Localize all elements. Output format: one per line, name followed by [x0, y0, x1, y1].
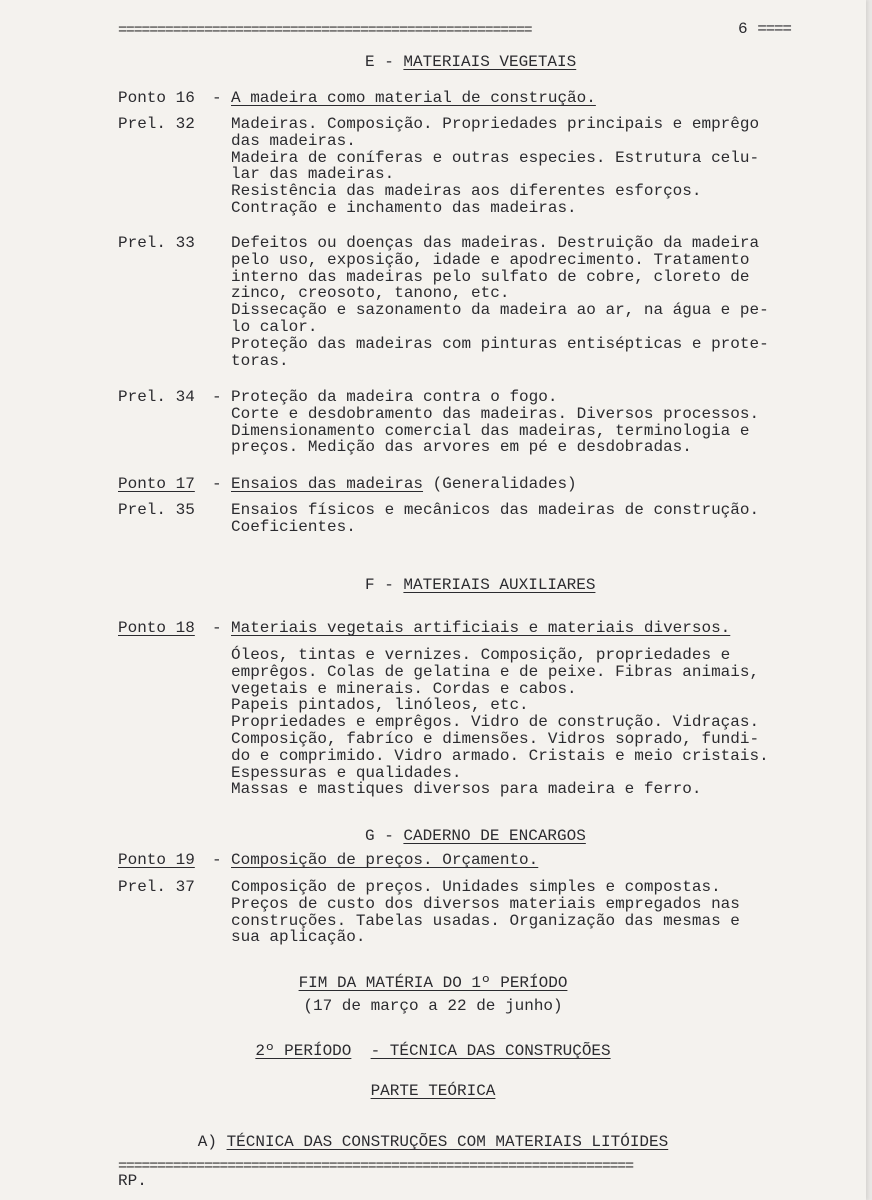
ponto-17-label — [118, 476, 195, 493]
text-line: Corte e desdobramento das madeiras. Diversos processos. — [231, 404, 760, 423]
footer-initials: RP. — [118, 1172, 147, 1190]
second-period-prefix: 2º PERÍODO — [255, 1042, 352, 1060]
section-e-prefix: E - — [365, 53, 404, 71]
dash: - — [212, 475, 222, 493]
ponto-16-title-text: A madeira como material de construção. — [231, 89, 596, 107]
text-line: Preços de custo dos diversos materiais empregados nas — [231, 894, 740, 913]
fim-periodo — [0, 973, 866, 993]
ponto-19-label — [118, 852, 195, 869]
prel-32-text — [231, 116, 811, 217]
second-period-title — [0, 1041, 866, 1061]
subsection-a-title: TÉCNICA DAS CONSTRUÇÕES COM MATERIAIS LITÓIDES — [226, 1133, 669, 1151]
parte-teorica — [0, 1081, 866, 1101]
text-line: preços. Medição das arvores em pé e desdobradas. — [231, 438, 692, 457]
text-line: Dimensionamento comercial das madeiras, terminologia e — [231, 421, 750, 440]
section-g-heading — [365, 826, 586, 846]
ponto-19-title — [231, 852, 811, 869]
text-line: construções. Tabelas usadas. Organização das mesmas e — [231, 911, 740, 930]
text-line: Composição, fabríco e dimensões. Vidros soprado, fundi- — [231, 729, 760, 748]
text-line: do e comprimido. Vidro armado. Cristais e meio cristais. — [231, 746, 769, 765]
period-dates: (17 de março a 22 de junho) — [303, 997, 563, 1015]
subsection-a-prefix: A) — [197, 1133, 227, 1151]
text-line: Óleos, tintas e vernizes. Composição, propriedades e — [231, 646, 731, 664]
ponto-18-label — [118, 620, 195, 637]
ponto-18-text — [231, 647, 811, 798]
text-line: emprêgos. Colas de gelatina e de peixe. Fibras animais, — [231, 662, 760, 681]
text-line: das madeiras. — [231, 131, 356, 150]
prel-35-label: Prel. 35 — [118, 501, 195, 519]
prel-34-label: Prel. 34 — [118, 388, 195, 406]
prel-33-label: Prel. 33 — [118, 234, 195, 252]
text-line: Espessuras e qualidades. — [231, 763, 462, 782]
dash: - — [212, 89, 222, 107]
text-line: Massas e mastiques diversos para madeira e ferro. — [231, 780, 702, 799]
text-line: pelo uso, exposição, idade e apodrecimento. Tratamento — [231, 250, 750, 269]
fim-periodo-text: FIM DA MATÉRIA DO 1º PERÍODO — [298, 974, 568, 992]
bottom-rule: ================================================================== — [118, 1158, 633, 1175]
text-line: sua aplicação. — [231, 928, 366, 947]
ponto-17-title-text: Ensaios das madeiras — [231, 475, 424, 493]
page-number-value: 6 — [738, 20, 748, 38]
ponto-17-label-text: Ponto 17 — [118, 475, 195, 493]
text-line: zinco, creosoto, tanono, etc. — [231, 284, 510, 303]
ponto-18-title — [231, 620, 811, 637]
prel-33-text — [231, 235, 811, 369]
ponto-19-label-text: Ponto 19 — [118, 851, 195, 869]
prel-37-text — [231, 879, 811, 946]
text-line: lar das madeiras. — [231, 165, 395, 184]
text-line: Defeitos ou doenças das madeiras. Destruição da madeira — [231, 234, 760, 252]
text-line: interno das madeiras pelo sulfato de cobre, cloreto de — [231, 267, 750, 286]
text-line: Propriedades e emprêgos. Vidro de construção. Vidraças. — [231, 713, 760, 732]
ponto-18-label-text: Ponto 18 — [118, 619, 195, 637]
prel-37-label: Prel. 37 — [118, 878, 195, 896]
second-period-suffix: - TÉCNICA DAS CONSTRUÇÕES — [370, 1042, 611, 1060]
text-line: Madeiras. Composição. Propriedades principais e emprêgo — [231, 115, 760, 133]
section-g-title: CADERNO DE ENCARGOS — [403, 827, 586, 845]
top-rule: ===================================================== — [118, 22, 532, 39]
text-line: Madeira de coníferas e outras especies. Estrutura celu- — [231, 148, 760, 167]
dash: - — [212, 388, 222, 406]
prel-35-text — [231, 502, 811, 536]
text-line: toras. — [231, 351, 289, 370]
ponto-16-title — [231, 90, 811, 107]
text-line: vegetais e minerais. Cordas e cabos. — [231, 679, 577, 698]
section-e-heading — [365, 52, 576, 72]
section-g-prefix: G - — [365, 827, 404, 845]
text-line: Composição de preços. Unidades simples e compostas. — [231, 878, 721, 896]
text-line: Coeficientes. — [231, 517, 356, 536]
ponto-17-title — [231, 476, 811, 493]
subsection-a — [0, 1132, 866, 1152]
ponto-19-title-text: Composição de preços. Orçamento. — [231, 851, 539, 869]
ponto-17-title-suffix: (Generalidades) — [423, 475, 577, 493]
page-number: 6 ==== — [738, 20, 791, 38]
text-line: Proteção das madeiras com pinturas entisépticas e prote- — [231, 334, 769, 353]
ponto-16-label: Ponto 16 — [118, 89, 195, 107]
text-line: Proteção da madeira contra o fogo. — [231, 388, 558, 406]
section-f-title: MATERIAIS AUXILIARES — [403, 576, 596, 594]
text-line: Contração e inchamento das madeiras. — [231, 198, 577, 217]
text-line: Dissecação e sazonamento da madeira ao ar, na água e pe- — [231, 301, 769, 320]
text-line: lo calor. — [231, 317, 318, 336]
section-f-prefix: F - — [365, 576, 404, 594]
text-line: Papeis pintados, linóleos, etc. — [231, 696, 529, 715]
prel-32-label: Prel. 32 — [118, 115, 195, 133]
text-line: Resistência das madeiras aos diferentes esforços. — [231, 182, 702, 201]
parte-teorica-text: PARTE TEÓRICA — [370, 1082, 496, 1100]
section-e-title: MATERIAIS VEGETAIS — [403, 53, 577, 71]
dash: - — [212, 619, 222, 637]
prel-34-text — [231, 389, 811, 456]
section-f-heading — [365, 575, 595, 595]
ponto-18-title-text: Materiais vegetais artificiais e materiais diversos. — [231, 619, 731, 637]
dash: - — [212, 851, 222, 869]
text-line: Ensaios físicos e mecânicos das madeiras de construção. — [231, 501, 760, 519]
